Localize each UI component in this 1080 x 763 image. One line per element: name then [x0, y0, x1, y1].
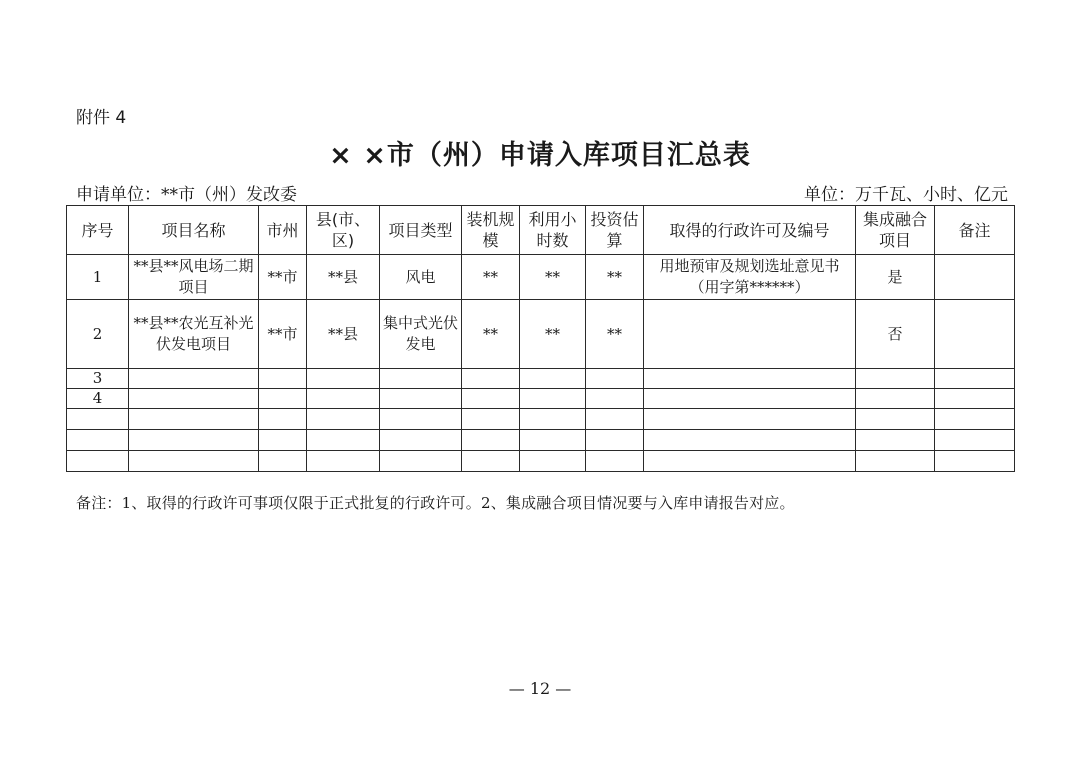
cell-capacity: **	[462, 300, 520, 369]
cell-empty	[380, 451, 462, 472]
header-investment: 投资估算	[586, 206, 644, 255]
footnote-remarks: 备注：1、取得的行政许可事项仅限于正式批复的行政许可。2、集成融合项目情况要与入库申请报告对应。	[76, 494, 795, 512]
cell-project-type: 集中式光伏发电	[380, 300, 462, 369]
cell-seq	[67, 451, 129, 472]
cell-project-name: **县**农光互补光伏发电项目	[129, 300, 259, 369]
cell-capacity: **	[462, 255, 520, 300]
cell-empty	[462, 430, 520, 451]
cell-empty	[307, 409, 380, 430]
cell-empty	[129, 369, 259, 389]
header-project-name: 项目名称	[129, 206, 259, 255]
cell-empty	[259, 451, 307, 472]
header-remarks: 备注	[935, 206, 1015, 255]
cell-empty	[644, 451, 856, 472]
cell-empty	[586, 409, 644, 430]
cell-empty	[380, 430, 462, 451]
cell-empty	[307, 389, 380, 409]
cell-empty	[935, 451, 1015, 472]
cell-empty	[520, 369, 586, 389]
table-row	[67, 300, 1015, 369]
cell-empty	[380, 409, 462, 430]
cell-empty	[129, 430, 259, 451]
attachment-label: 附件 4	[76, 108, 127, 128]
header-project-type: 项目类型	[380, 206, 462, 255]
cell-hours: **	[520, 255, 586, 300]
cell-empty	[129, 409, 259, 430]
table-header-row	[67, 206, 1015, 255]
cell-empty	[307, 451, 380, 472]
cell-empty	[462, 409, 520, 430]
cell-seq: 2	[67, 300, 129, 369]
cell-permit	[644, 300, 856, 369]
page-number: — 12 —	[508, 679, 572, 698]
cell-empty	[856, 409, 935, 430]
document-title: × ×市（州）申请入库项目汇总表	[329, 140, 751, 171]
header-permit: 取得的行政许可及编号	[644, 206, 856, 255]
cell-county: **县	[307, 300, 380, 369]
cell-seq: 4	[67, 389, 129, 409]
cell-empty	[259, 409, 307, 430]
applicant-unit: 申请单位：**市（州）发改委	[76, 185, 297, 205]
cell-empty	[586, 430, 644, 451]
cell-empty	[935, 369, 1015, 389]
header-seq: 序号	[67, 206, 129, 255]
cell-empty	[380, 389, 462, 409]
cell-empty	[462, 369, 520, 389]
table-row	[67, 409, 1015, 430]
cell-empty	[520, 389, 586, 409]
cell-empty	[129, 389, 259, 409]
cell-empty	[644, 430, 856, 451]
project-summary-table	[66, 205, 1015, 472]
header-capacity: 装机规模	[462, 206, 520, 255]
cell-permit: 用地预审及规划选址意见书（用字第******）	[644, 255, 856, 300]
cell-county: **县	[307, 255, 380, 300]
cell-project-name: **县**风电场二期项目	[129, 255, 259, 300]
cell-hours: **	[520, 300, 586, 369]
cell-city: **市	[259, 255, 307, 300]
cell-project-type: 风电	[380, 255, 462, 300]
header-county: 县(市、区)	[307, 206, 380, 255]
cell-empty	[856, 430, 935, 451]
cell-seq	[67, 430, 129, 451]
cell-empty	[856, 389, 935, 409]
table-row	[67, 451, 1015, 472]
cell-integrated: 是	[856, 255, 935, 300]
cell-empty	[259, 389, 307, 409]
cell-seq: 3	[67, 369, 129, 389]
header-city: 市州	[259, 206, 307, 255]
table-row	[67, 369, 1015, 389]
cell-empty	[935, 389, 1015, 409]
cell-investment: **	[586, 300, 644, 369]
table-row	[67, 255, 1015, 300]
cell-empty	[307, 430, 380, 451]
cell-empty	[520, 430, 586, 451]
cell-empty	[644, 369, 856, 389]
cell-empty	[380, 369, 462, 389]
cell-empty	[586, 451, 644, 472]
header-integrated: 集成融合项目	[856, 206, 935, 255]
cell-empty	[935, 430, 1015, 451]
cell-empty	[462, 389, 520, 409]
cell-empty	[644, 409, 856, 430]
header-hours: 利用小时数	[520, 206, 586, 255]
cell-remarks	[935, 300, 1015, 369]
cell-empty	[586, 389, 644, 409]
cell-investment: **	[586, 255, 644, 300]
cell-empty	[856, 369, 935, 389]
cell-empty	[259, 369, 307, 389]
cell-seq: 1	[67, 255, 129, 300]
cell-empty	[856, 451, 935, 472]
cell-seq	[67, 409, 129, 430]
cell-empty	[644, 389, 856, 409]
cell-empty	[129, 451, 259, 472]
units-label: 单位：万千瓦、小时、亿元	[804, 185, 1008, 205]
cell-empty	[935, 409, 1015, 430]
cell-empty	[520, 451, 586, 472]
cell-empty	[586, 369, 644, 389]
cell-empty	[307, 369, 380, 389]
table-row	[67, 430, 1015, 451]
cell-integrated: 否	[856, 300, 935, 369]
cell-city: **市	[259, 300, 307, 369]
cell-empty	[520, 409, 586, 430]
cell-empty	[462, 451, 520, 472]
cell-remarks	[935, 255, 1015, 300]
cell-empty	[259, 430, 307, 451]
table-row	[67, 389, 1015, 409]
